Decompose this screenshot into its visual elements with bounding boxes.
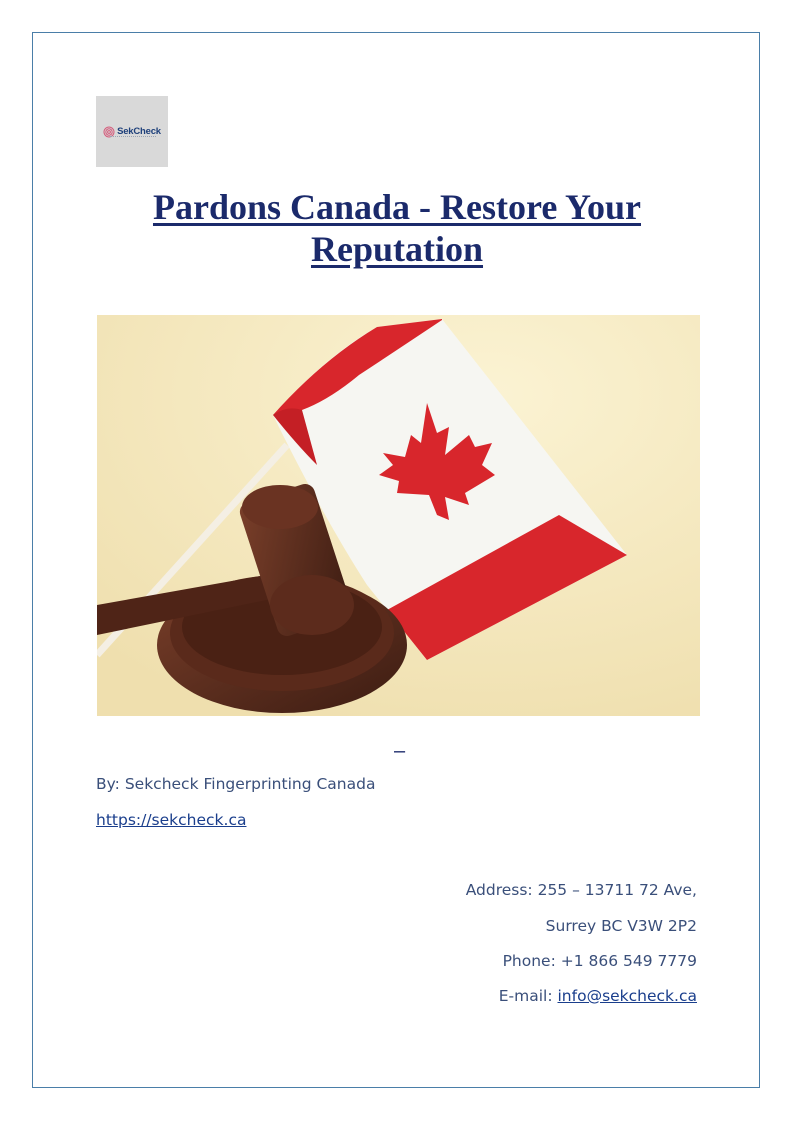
address-line-2: Surrey BC V3W 2P2 xyxy=(545,917,697,935)
website-link[interactable]: https://sekcheck.ca xyxy=(96,811,247,829)
company-logo xyxy=(96,96,168,167)
email-label: E-mail: xyxy=(498,987,558,1005)
byline: By: Sekcheck Fingerprinting Canada xyxy=(96,775,376,793)
canada-flag-gavel-image xyxy=(97,315,700,716)
logo-text: SekCheck xyxy=(117,126,161,137)
email-link[interactable]: info@sekcheck.ca xyxy=(557,987,697,1005)
document-title: Pardons Canada - Restore Your Reputation xyxy=(152,187,641,269)
email-line xyxy=(499,987,697,1005)
address-line-1: Address: 255 – 13711 72 Ave, xyxy=(465,881,697,899)
hero-image xyxy=(97,315,700,716)
logo-tagline-line xyxy=(110,136,156,139)
separator-dash: – xyxy=(394,740,406,762)
phone-number: Phone: +1 866 549 7779 xyxy=(502,952,697,970)
